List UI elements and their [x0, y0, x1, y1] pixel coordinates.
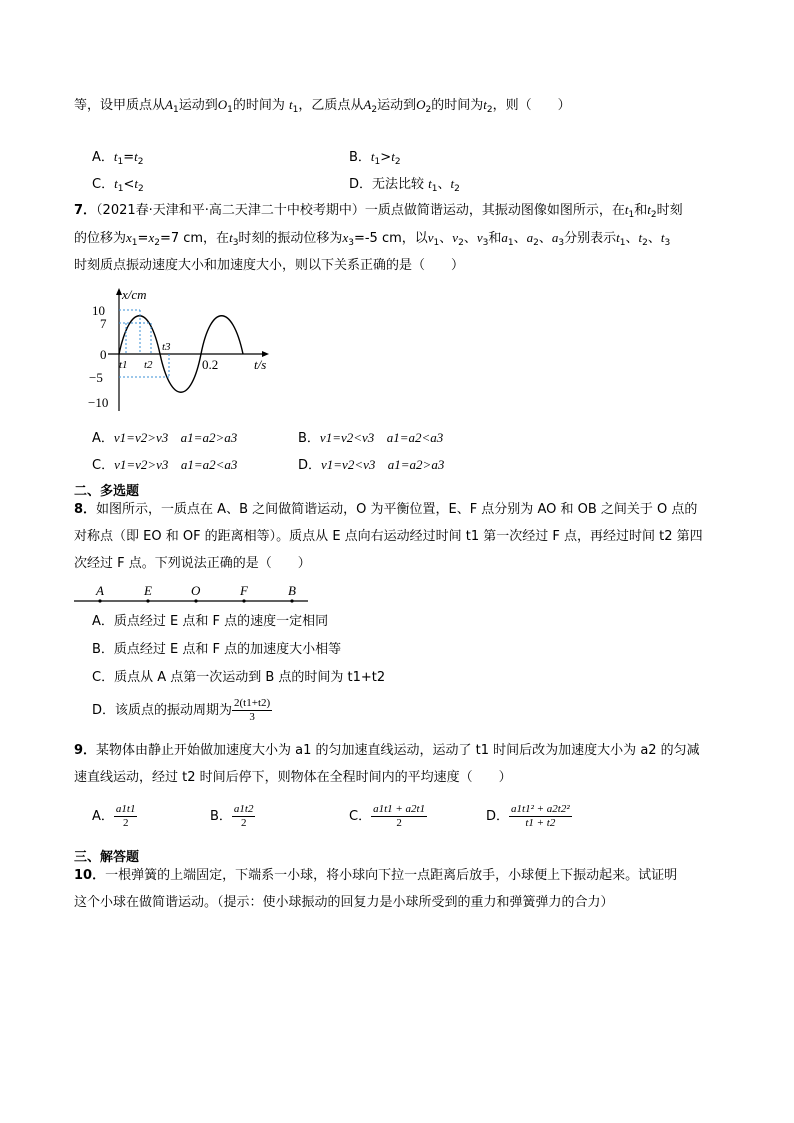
- q6-stem: 等，设甲质点从$A_1$运动到$O_1$的时间为 $t_1$，乙质点从$A_2$运动到$O_2$的时间为$t_2$，则（ ）: [74, 97, 571, 115]
- q6-option-b[interactable]: B．$t_1>t_2$: [349, 149, 401, 167]
- y-tick-0: 0: [100, 347, 107, 362]
- q10-stem-line1: 10．一根弹簧的上端固定，下端系一小球，将小球向下拉一点距离后放手，小球便上下振动起来。试证明: [74, 868, 678, 883]
- vibration-graph: [88, 286, 288, 414]
- q8-stem-line3: 次经过 F 点。下列说法正确的是（ ）: [74, 556, 311, 571]
- q7-option-b[interactable]: B．v1=v2<v3 a1=a2<a3: [298, 430, 444, 446]
- q7-stem-line3: 时刻质点振动速度大小和加速度大小，则以下关系正确的是（ ）: [74, 258, 465, 273]
- q9-option-d[interactable]: D． $\frac{\text{a1t1² + a2t2²}}{t1 + t2}$: [486, 803, 570, 829]
- q7-stem-line1: 7．（2021春·天津和平·高二天津二十中校考期中）一质点做简谐运动，其振动图像如图所示，在$t_1$和$t_2$时刻: [74, 202, 683, 220]
- y-tick-minus5: −5: [89, 370, 103, 385]
- q9-option-c[interactable]: C． $\frac{a1t1 + a2t1}{2}$: [349, 803, 426, 829]
- q8-stem-line1: 8．如图所示，一质点在 A、B 之间做简谐运动，O 为平衡位置，E、F 点分别为 AO 和 OB 之间关于 O 点的: [74, 502, 698, 517]
- q10-stem-line2: 这个小球在做简谐运动。（提示：使小球振动的回复力是小球所受到的重力和弹簧弹力的合力）: [74, 895, 614, 910]
- q9-option-a[interactable]: A． $\frac{a1t1}{2}$: [92, 803, 136, 829]
- label-t3: t3: [162, 341, 171, 353]
- q8-option-a[interactable]: A．质点经过 E 点和 F 点的速度一定相同: [92, 614, 329, 629]
- point-A-dot: [98, 599, 101, 602]
- point-O-dot: [194, 599, 197, 602]
- point-A-label: A: [96, 583, 104, 598]
- q7-option-c[interactable]: C．v1=v2>v3 a1=a2<a3: [92, 457, 238, 473]
- q6-option-d[interactable]: D．无法比较 $t_1$、$t_2$: [349, 176, 460, 194]
- q8-option-d[interactable]: D．该质点的振动周期为 $\frac{2(t1+t2)}{3}$: [92, 697, 271, 723]
- point-O-label: O: [191, 583, 201, 598]
- q6-option-a[interactable]: A．$t_1=t_2$: [92, 149, 144, 167]
- q7-stem-line2: 的位移为$x_1=x_2=7$ cm，在$t_3$时刻的振动位移为$x_3=-5$ cm，以$v_1$、$v_2$、$v_3$和$a_1$、$a_2$、$a_3$分别表示$t_1$、$t_2$、$t_3$: [74, 230, 671, 248]
- point-E-dot: [146, 599, 149, 602]
- q9-stem-line2: 速直线运动，经过 t2 时间后停下，则物体在全程时间内的平均速度（ ）: [74, 770, 512, 785]
- label-t1: t1: [119, 359, 128, 371]
- label-t2: t2: [144, 359, 153, 371]
- q9-option-b[interactable]: B． $\frac{a1t2}{2}$: [210, 803, 254, 829]
- section-title-multiple-choice: 二、多选题: [74, 484, 140, 499]
- q8-option-d-fraction: $\frac{2(t1+t2)}{3}$: [234, 697, 271, 723]
- q7-option-d[interactable]: D．v1=v2<v3 a1=a2>a3: [298, 457, 445, 473]
- y-tick-7: 7: [100, 316, 107, 331]
- q6-option-c[interactable]: C．$t_1<t_2$: [92, 176, 144, 194]
- q7-option-a[interactable]: A．v1=v2>v3 a1=a2>a3: [92, 430, 238, 446]
- q8-option-c[interactable]: C．质点从 A 点第一次运动到 B 点的时间为 t1+t2: [92, 670, 386, 685]
- y-tick-minus10: −10: [88, 395, 109, 410]
- y-tick-10: 10: [92, 303, 105, 318]
- q8-option-b[interactable]: B．质点经过 E 点和 F 点的加速度大小相等: [92, 642, 342, 657]
- section-title-answer-questions: 三、解答题: [74, 850, 140, 865]
- point-F-dot: [242, 599, 245, 602]
- x-tick-0.2: 0.2: [202, 357, 219, 372]
- point-B-dot: [290, 599, 293, 602]
- q9-stem-line1: 9．某物体由静止开始做加速度大小为 a1 的匀加速直线运动，运动了 t1 时间后改为加速度大小为 a2 的匀减: [74, 743, 700, 758]
- x-axis-label: t/s: [254, 357, 267, 372]
- number-line-diagram: [72, 580, 312, 606]
- q8-stem-line2: 对称点（即 EO 和 OF 的距离相等）。质点从 E 点向右运动经过时间 t1 第一次经过 F 点，再经过时间 t2 第四: [74, 529, 703, 544]
- point-F-label: F: [240, 583, 248, 598]
- point-B-label: B: [288, 583, 296, 598]
- point-E-label: E: [144, 583, 152, 598]
- y-axis-label: x/cm: [122, 287, 147, 302]
